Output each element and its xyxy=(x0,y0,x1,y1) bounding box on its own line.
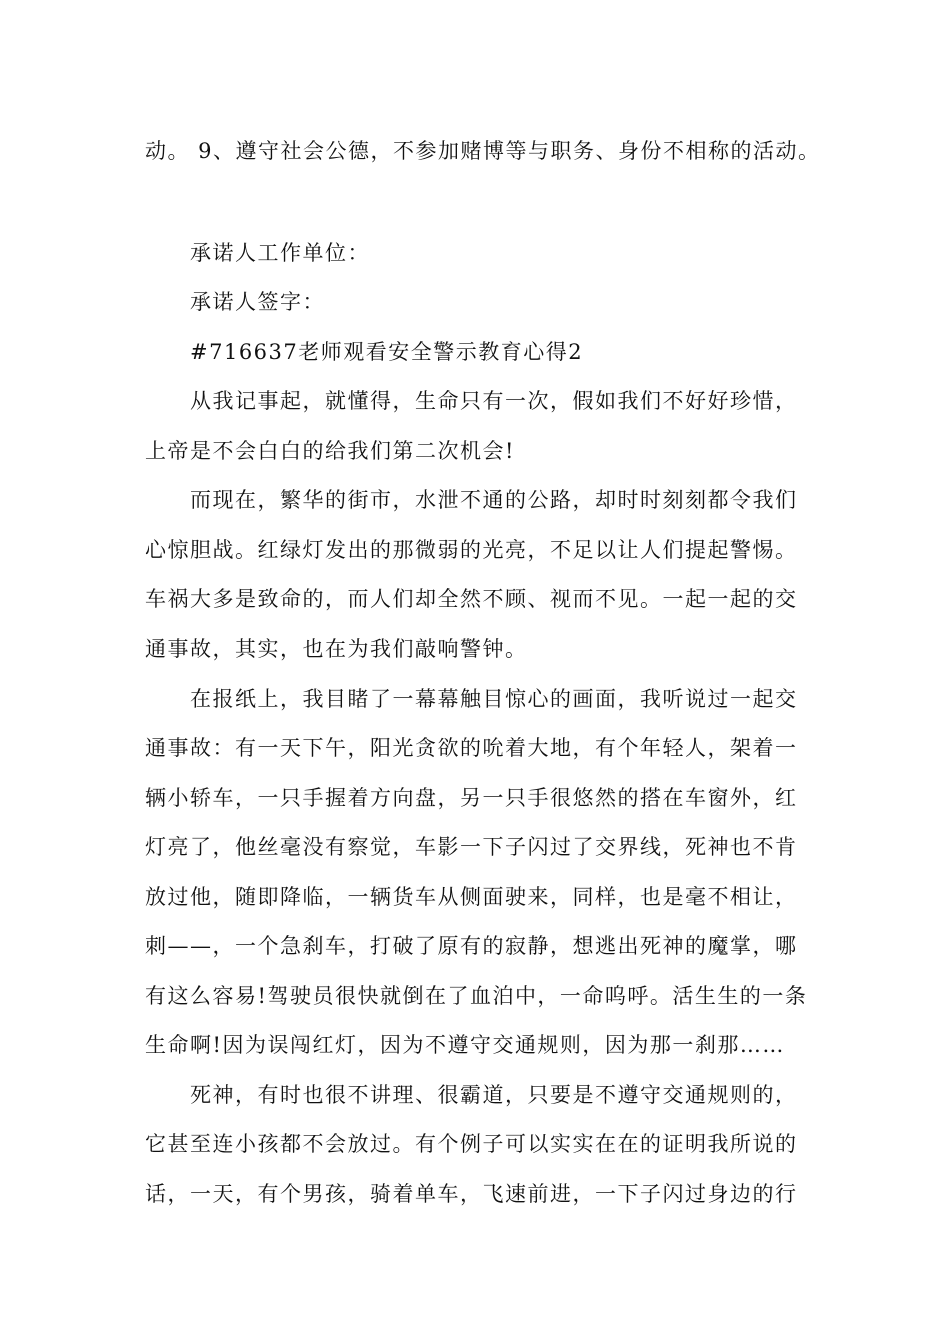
section-title: #716637老师观看安全警示教育心得2 xyxy=(190,340,584,364)
paragraph-line: 通事故，其实，也在为我们敲响警钟。 xyxy=(145,637,528,661)
paragraph-line: 有这么容易!驾驶员很快就倒在了血泊中，一命呜呼。活生生的一条 xyxy=(145,984,808,1008)
paragraph-line: 放过他，随即降临，一辆货车从侧面驶来，同样，也是毫不相让， xyxy=(145,885,798,909)
paragraph-line: 心惊胆战。红绿灯发出的那微弱的光亮，不足以让人们提起警惕。 xyxy=(145,538,798,562)
paragraph-line: 生命啊!因为误闯红灯，因为不遵守交通规则，因为那一刹那…… xyxy=(145,1033,785,1057)
paragraph-line: 死神，有时也很不讲理、很霸道，只要是不遵守交通规则的， xyxy=(190,1083,798,1107)
promisor-signature-label: 承诺人签字： xyxy=(190,290,325,314)
paragraph-line: 车祸大多是致命的，而人们却全然不顾、视而不见。一起一起的交 xyxy=(145,587,798,611)
paragraph-line: 通事故：有一天下午，阳光贪欲的吮着大地，有个年轻人，架着一 xyxy=(145,736,798,760)
paragraph-line: 上帝是不会白白的给我们第二次机会! xyxy=(145,439,515,463)
paragraph-line: 灯亮了，他丝毫没有察觉，车影一下子闪过了交界线，死神也不肯 xyxy=(145,835,798,859)
paragraph-line: 刺——，一个急刹车，打破了原有的寂静，想逃出死神的魔掌，哪 xyxy=(145,934,798,958)
text-line: 动。 9、遵守社会公德，不参加赌博等与职务、身份不相称的活动。 xyxy=(145,139,821,163)
paragraph-line: 而现在，繁华的街市，水泄不通的公路，却时时刻刻都令我们 xyxy=(190,488,798,512)
paragraph-line: 话，一天，有个男孩，骑着单车，飞速前进，一下子闪过身边的行 xyxy=(145,1182,798,1206)
paragraph-line: 在报纸上，我目睹了一幕幕触目惊心的画面，我听说过一起交 xyxy=(190,687,798,711)
promisor-unit-label: 承诺人工作单位： xyxy=(190,241,370,265)
paragraph-line: 辆小轿车，一只手握着方向盘，另一只手很悠然的搭在车窗外，红 xyxy=(145,786,798,810)
paragraph-line: 从我记事起，就懂得，生命只有一次，假如我们不好好珍惜， xyxy=(190,389,798,413)
paragraph-line: 它甚至连小孩都不会放过。有个例子可以实实在在的证明我所说的 xyxy=(145,1132,798,1156)
